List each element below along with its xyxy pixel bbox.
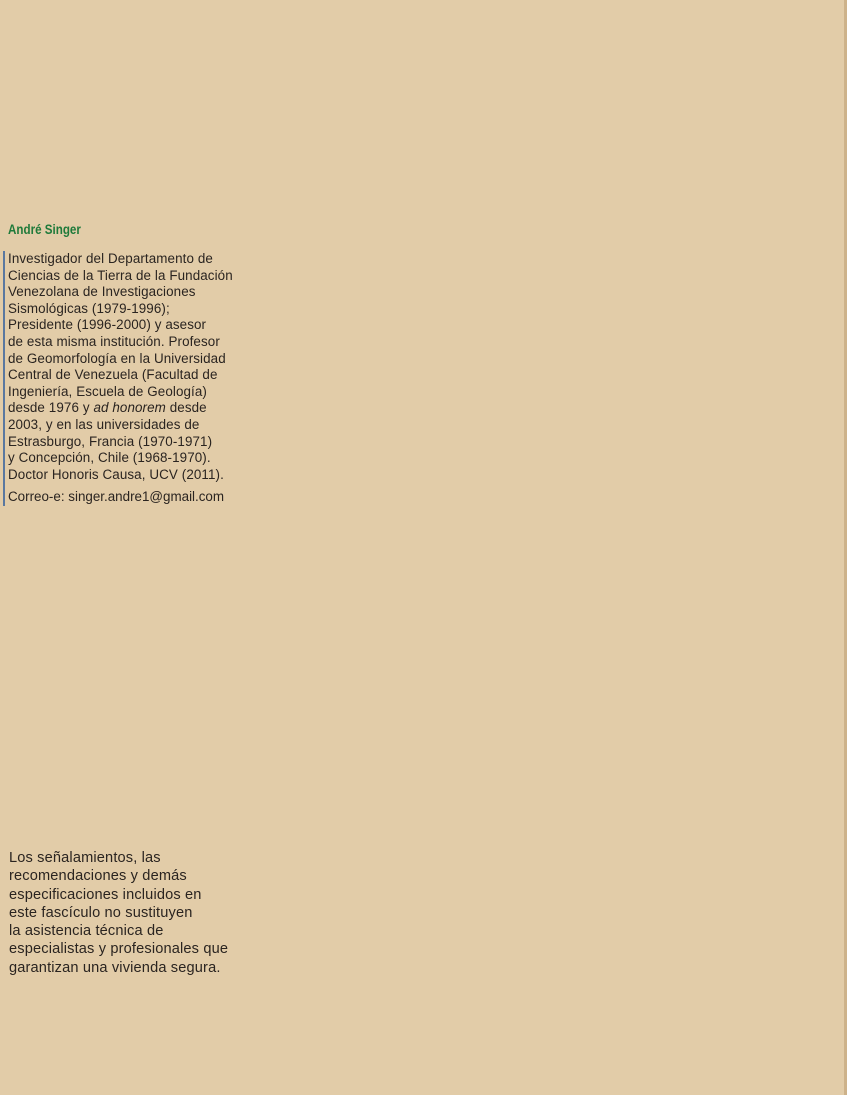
disclaimer-text [9, 849, 309, 977]
bio-line: Doctor Honoris Causa, UCV (2011). [8, 466, 224, 482]
bio-line: Venezolana de Investigaciones [8, 284, 196, 300]
author-email: Correo-e: singer.andre1@gmail.com [8, 489, 225, 505]
bio-line: Investigador del Departamento de [8, 251, 213, 266]
bio-text-segment: desde [165, 400, 207, 416]
bio-line: de esta misma institución. Profesor [8, 333, 220, 349]
disclaimer-line: garantizan una vivienda segura. [9, 959, 221, 976]
bio-italic-term: ad honorem [93, 400, 166, 416]
disclaimer-line: este fascículo no sustituyen [9, 904, 193, 921]
bio-line: y Concepción, Chile (1968-1970). [8, 450, 211, 466]
bio-line: Ingeniería, Escuela de Geología) [8, 383, 207, 399]
disclaimer-line: recomendaciones y demás [9, 868, 187, 885]
bio-text-segment: desde 1976 y [8, 400, 94, 416]
bio-line: Ciencias de la Tierra de la Fundación [8, 267, 233, 283]
disclaimer-line: especialistas y profesionales que [9, 941, 229, 958]
bio-line-mixed [8, 400, 268, 417]
disclaimer-line: especificaciones incluidos en [9, 886, 202, 903]
bio-line: Central de Venezuela (Facultad de [8, 367, 218, 383]
bio-line: de Geomorfología en la Universidad [8, 350, 226, 366]
disclaimer-line: Los señalamientos, las [9, 850, 161, 866]
bio-line: Presidente (1996-2000) y asesor [8, 317, 207, 333]
author-bio [8, 251, 268, 483]
bio-line: 2003, y en las universidades de [8, 416, 200, 432]
author-name: André Singer [8, 222, 81, 237]
bio-line: Sismológicas (1979-1996); [8, 300, 170, 316]
author-bio-block [3, 251, 268, 506]
bio-line: Estrasburgo, Francia (1970-1971) [8, 433, 213, 449]
disclaimer-line: la asistencia técnica de [9, 923, 164, 940]
